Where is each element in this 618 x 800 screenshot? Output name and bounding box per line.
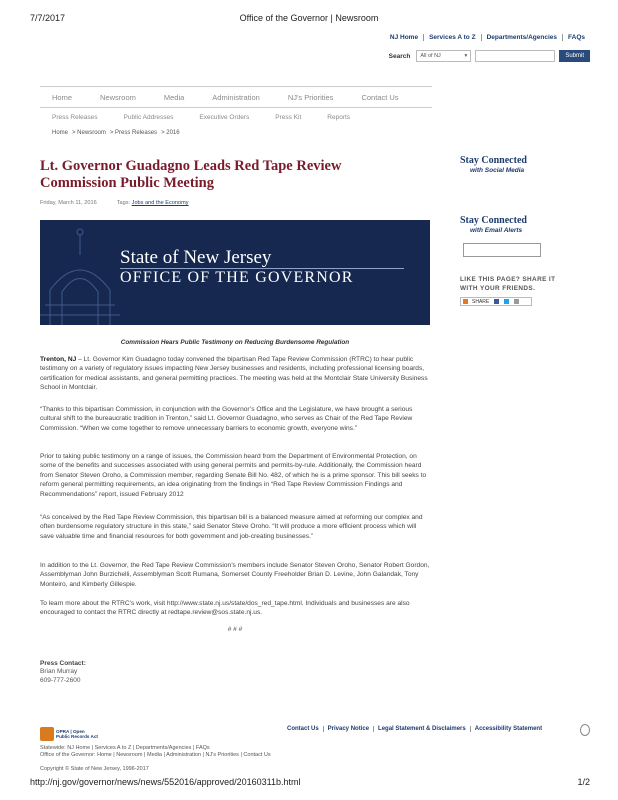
print-date: 7/7/2017 xyxy=(30,13,66,23)
dateline: Trenton, NJ xyxy=(40,356,77,363)
copyright: Copyright © State of New Jersey, 1996-2017 xyxy=(40,766,149,772)
footer-contact-us[interactable]: Contact Us xyxy=(287,726,319,732)
press-contact-name: Brian Murray xyxy=(40,668,78,676)
article-paragraph-4: “As conceived by the Red Tape Review Commission, this bipartisan bill is a balanced measure aimed at reforming our complex and often burdensome regulatory structure in this state,” said Senator Steve Oroho. “It will produce a more efficient process which will save valuable time and financial resources for both government and job-creating businesses.” xyxy=(40,514,423,540)
search-scope-value: All of NJ xyxy=(420,53,441,59)
print-url: http://nj.gov/governor/news/news/552016/approved/20160311b.html xyxy=(30,777,301,787)
share-button[interactable] xyxy=(460,297,532,306)
share-plus-icon xyxy=(463,299,468,304)
paragraph-1-text: – Lt. Governor Kim Guadagno today convened the bipartisan Red Tape Review Commission (RTRC) to hear public testimony on a variety of regulatory issues impacting New Jersey businesses and residents, including professional licensing boards, certification for medical assistants, and general permitting practices. The meeting was held at the Montclair State University Business School in Montclair. xyxy=(40,356,428,392)
banner-office-text: OFFICE OF THE GOVERNOR xyxy=(120,269,354,286)
breadcrumb-newsroom[interactable]: > Newsroom xyxy=(72,130,106,136)
utility-link-departments[interactable]: Departments/Agencies xyxy=(481,34,562,41)
search-scope-select[interactable] xyxy=(416,50,471,62)
nav-media[interactable]: Media xyxy=(163,92,185,102)
tag-link[interactable]: Jobs and the Economy xyxy=(131,200,189,206)
utility-link-faqs[interactable]: FAQs xyxy=(562,34,590,41)
breadcrumb-home[interactable]: Home xyxy=(52,130,69,136)
opra-line-2: Public Records Act xyxy=(56,734,98,739)
footer-statewide-links[interactable]: Statewide: NJ Home | Services A to Z | Departments/Agencies | FAQs xyxy=(40,745,210,751)
opra-logo[interactable] xyxy=(40,725,108,743)
nav-contact[interactable]: Contact Us xyxy=(361,92,399,102)
article-tags xyxy=(117,200,189,206)
breadcrumb xyxy=(52,130,180,136)
footer-office-links[interactable]: Office of the Governor: Home | Newsroom | Media | Administration | NJ's Priorities | Contact Us xyxy=(40,752,271,758)
search-submit-button[interactable]: Submit xyxy=(559,50,590,62)
nav-administration[interactable]: Administration xyxy=(212,92,260,102)
breadcrumb-year[interactable]: > 2016 xyxy=(161,130,180,136)
breadcrumb-press-releases[interactable]: > Press Releases xyxy=(109,130,158,136)
subnav-press-releases[interactable]: Press Releases xyxy=(52,114,98,121)
social-heading: Stay Connected xyxy=(460,155,527,166)
nav-home[interactable]: Home xyxy=(52,92,73,102)
subnav-executive-orders[interactable]: Executive Orders xyxy=(199,114,250,121)
opra-line-1: OPRA | Open xyxy=(56,729,85,734)
press-contact-phone: 609-777-2600 xyxy=(40,676,81,684)
nav-priorities[interactable]: NJ's Priorities xyxy=(287,92,334,102)
banner-state-text: State of New Jersey xyxy=(120,247,272,268)
end-mark: # # # xyxy=(227,626,243,633)
article-paragraph-3: Prior to taking public testimony on a range of issues, the Commission heard from the Department of Environmental Protection, on some of the benefits and successes associated with using general permits and permits-by-rule. Additionally, the Commission heard from Senator Steven Oroho, a Commission member, regarding Senate Bill No. 482, of which he is a prime sponsor. This bill seeks to reform general permitting requirements, an idea originating from the findings in “Red Tape Review Commission Findings and Recommendations” report, issued February 2012 xyxy=(40,453,427,498)
article-paragraph-2: “Thanks to this bipartisan Commission, in conjunction with the Governor’s Office and the Legislature, we have brought a serious cultural shift to the bureaucratic tradition in Trenton,” said Lt. Governor Guadagno, who serves as Chair of the Red Tape Review Commission. “When we come together to remove unnecessary barriers to economic growth, everyone wins.” xyxy=(40,406,413,432)
article-meta xyxy=(40,200,189,206)
sub-nav xyxy=(52,114,376,121)
opra-text xyxy=(56,729,98,739)
office-banner xyxy=(40,220,430,325)
page-title: Lt. Governor Guadagno Leads Red Tape Review Commission Public Meeting xyxy=(40,158,342,191)
twitter-icon xyxy=(504,299,509,304)
footer-accessibility[interactable]: Accessibility Statement xyxy=(470,726,546,732)
footer-privacy-notice[interactable]: Privacy Notice xyxy=(323,726,373,732)
opra-seal-icon xyxy=(40,727,54,741)
nj-seal-icon xyxy=(580,724,590,736)
press-contact xyxy=(40,660,86,685)
press-contact-label: Press Contact: xyxy=(40,660,86,667)
article-subhead: Commission Hears Public Testimony on Reducing Burdensome Regulation xyxy=(120,339,350,346)
footer-links xyxy=(287,726,546,732)
social-subheading[interactable]: with Social Media xyxy=(470,167,525,174)
search-input[interactable] xyxy=(475,50,555,62)
share-prompt-line-1: LIKE THIS PAGE? SHARE IT xyxy=(460,276,556,283)
article-paragraph-1 xyxy=(40,355,432,393)
footer-nav-text xyxy=(40,745,271,759)
share-prompt xyxy=(460,275,555,293)
nav-newsroom[interactable]: Newsroom xyxy=(100,92,136,102)
subnav-press-kit[interactable]: Press Kit xyxy=(275,114,302,121)
main-nav xyxy=(40,86,432,108)
utility-link-nj-home[interactable]: NJ Home xyxy=(389,34,419,41)
utility-link-services[interactable]: Services A to Z xyxy=(423,34,480,41)
article-date: Friday, March 11, 2016 xyxy=(40,200,97,206)
search-label: Search xyxy=(388,52,411,60)
email-icon xyxy=(514,299,519,304)
email-heading: Stay Connected xyxy=(460,215,527,226)
share-prompt-line-2: WITH YOUR FRIENDS. xyxy=(460,285,536,292)
print-page-title: Office of the Governor | Newsroom xyxy=(239,13,379,23)
email-subheading: with Email Alerts xyxy=(470,227,523,234)
article-paragraph-6: To learn more about the RTRC’s work, visit http://www.state.nj.us/state/dos_red_tape.html. Individuals and businesses are also encouraged to contact the RTRC directly at redtape.review@sos.state.nj.us. xyxy=(40,600,410,617)
email-alert-input[interactable] xyxy=(463,243,541,257)
chevron-down-icon: ▾ xyxy=(464,53,468,59)
utility-nav xyxy=(385,34,590,41)
share-label: SHARE xyxy=(472,298,490,305)
search-bar xyxy=(389,50,590,62)
facebook-icon xyxy=(494,299,499,304)
article-paragraph-5: In addition to the Lt. Governor, the Red Tape Review Commission’s members include Senator Steven Oroho, Senator Robert Gordon, Assemblyman John Burzichelli, Assemblyman Scott Rumana, Somerset County Freeholder Brian D. Levine, John Galandak, Tony Monteiro, and Kimberly Gillespie. xyxy=(40,562,430,588)
footer-legal-statement[interactable]: Legal Statement & Disclaimers xyxy=(373,726,470,732)
subnav-reports[interactable]: Reports xyxy=(327,114,351,121)
subnav-public-addresses[interactable]: Public Addresses xyxy=(123,114,174,121)
print-page-number: 1/2 xyxy=(577,777,590,787)
tags-label: Tags: xyxy=(116,200,131,206)
